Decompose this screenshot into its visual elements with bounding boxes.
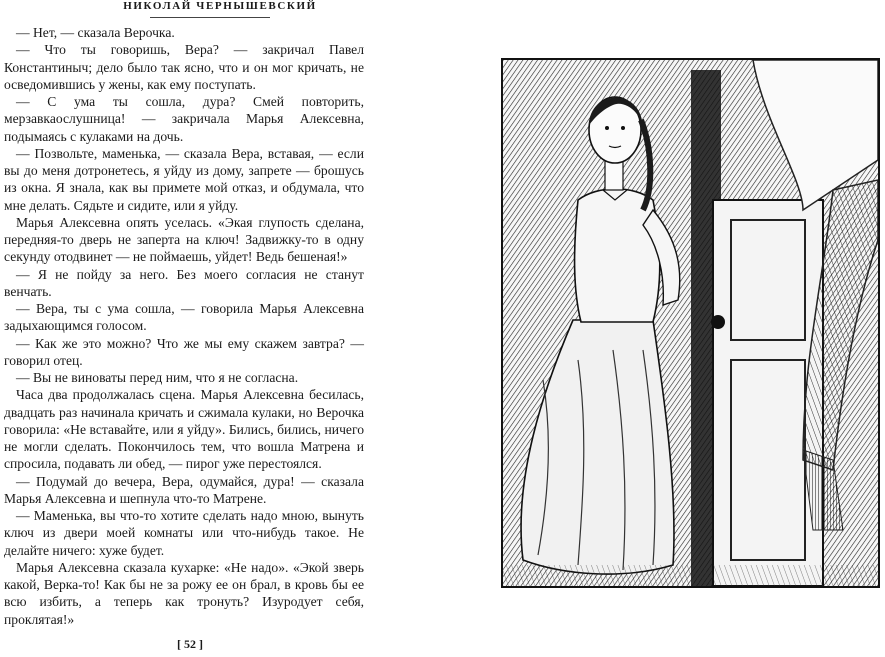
page-number-value: 52: [184, 637, 196, 651]
page-number: [ 52 ]: [177, 637, 203, 651]
paragraph: — Я не пойду за него. Без моего согласия не станут венчать.: [4, 266, 364, 299]
body-text: [4, 24, 364, 628]
running-head: НИКОЛАЙ ЧЕРНЫШЕВСКИЙ: [123, 0, 317, 12]
paragraph: — Позвольте, маменька, — сказала Вера, вставая, — если вы до меня дотронетесь, я уйду из дому, запрете — брошусь из окна. Я знала, как вы примете мой отказ, и обдумала, что мне делать. Сядьте и сидите, или я уйду.: [4, 145, 364, 213]
paragraph: Часа два продолжалась сцена. Марья Алексевна бесилась, двадцать раз начинала кричать и сжимала кулаки, но Верочка говорила: «Не вставайте, или я уйду». Бились, бились, ничего не могли сделать. Покончилось тем, что вошла Матрена и спросила, подавать ли обед, — пирог уже перестоялся.: [4, 387, 364, 472]
woman-bodice: [575, 189, 660, 322]
floor-shading: [503, 565, 878, 586]
paragraph: — Маменька, вы что-то хотите сделать надо мною, вынуть ключ из двери моей комнаты или что-нибудь такое. Не делайте ничего: хуже будет.: [4, 508, 364, 558]
paragraph: — С ума ты сошла, дура? Смей повторить, мерзавкаослушница! — закричала Марья Алексевна, подымаясь с кулаками на дочь.: [4, 94, 364, 144]
paragraph: Марья Алексевна сказала кухарке: «Не надо». «Экой зверь какой, Верка-то! Как бы не за рожу ее он брал, в кровь бы ее всю избить, а теперь как тронуть? Изуродует себя, проклятая!»: [4, 559, 364, 627]
engraving-drawing: [503, 60, 878, 586]
woman-eye-right: [621, 126, 625, 130]
woman-eye-left: [605, 126, 609, 130]
paragraph: — Вы не виноваты перед ним, что я не согласна.: [16, 370, 299, 385]
paragraph: — Нет, — сказала Верочка.: [16, 25, 175, 40]
paragraph: — Что ты говоришь, Вера? — закричал Павел Константиныч; дело было так ясно, что и он мог кричать, не осведомившись у жены, как ему поступать.: [4, 42, 364, 92]
running-head-rule: [150, 17, 270, 18]
paragraph: Марья Алексевна опять уселась. «Экая глупость сделана, передняя-то дверь не заперта на ключ! Задвижку-то в одну секунду отодвинет — не поймаешь, уйдет! Ведь бешеная!»: [4, 214, 364, 265]
paragraph: — Подумай до вечера, Вера, одумайся, дура! — сказала Марья Алексевна и шепнула что-то Матрене.: [4, 473, 364, 506]
paragraph: — Как же это можно? Что же мы ему скажем завтра? — говорил отец.: [4, 335, 364, 368]
paragraph: — Вера, ты с ума сошла, — говорила Марья Алексевна задыхающимся голосом.: [4, 301, 364, 334]
left-page: [0, 0, 440, 657]
door-knob: [711, 315, 725, 329]
illustration-woman-at-door: [501, 58, 880, 588]
